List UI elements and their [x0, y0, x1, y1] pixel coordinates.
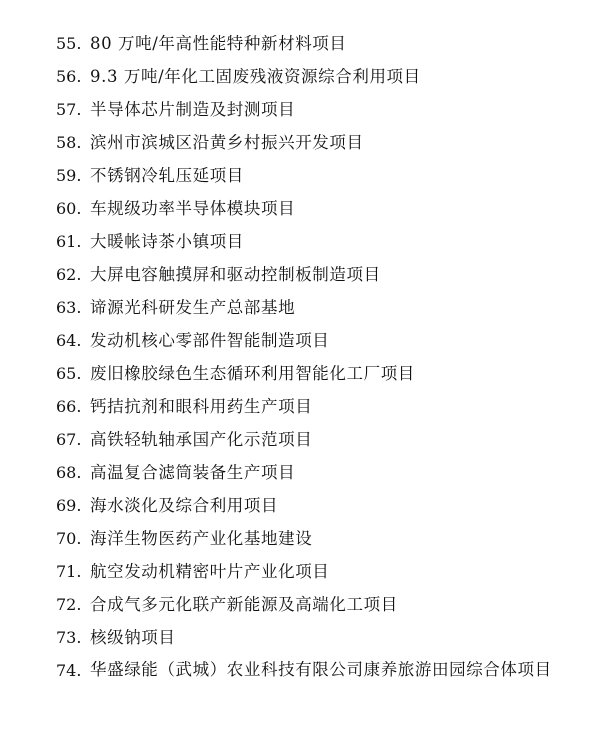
list-item — [56, 93, 596, 126]
item-text: 高温复合滤筒装备生产项目 — [90, 463, 296, 482]
item-text: 高铁轻轨轴承国产化示范项目 — [90, 430, 313, 449]
list-item — [56, 588, 596, 621]
item-number: 71. — [56, 562, 82, 581]
project-list — [56, 27, 596, 687]
item-text: 不锈钢冷轧压延项目 — [90, 166, 244, 185]
item-number: 72. — [56, 595, 82, 614]
item-number: 57. — [56, 100, 82, 119]
list-item — [56, 258, 596, 291]
item-number: 68. — [56, 463, 82, 482]
item-number: 55. — [56, 34, 82, 53]
list-item — [56, 192, 596, 225]
list-item — [56, 489, 596, 522]
item-text: 合成气多元化联产新能源及高端化工项目 — [90, 595, 398, 614]
item-text: 谛源光科研发生产总部基地 — [90, 298, 296, 317]
item-number: 61. — [56, 232, 82, 251]
item-number: 62. — [56, 265, 82, 284]
item-text: 核级钠项目 — [90, 628, 176, 647]
list-item — [56, 357, 596, 390]
item-number: 69. — [56, 496, 82, 515]
list-item — [56, 555, 596, 588]
item-text: 大暖帐诗茶小镇项目 — [90, 232, 244, 251]
list-item — [56, 456, 596, 489]
list-item — [56, 60, 596, 93]
item-number: 59. — [56, 166, 82, 185]
item-number: 66. — [56, 397, 82, 416]
item-text: 滨州市滨城区沿黄乡村振兴开发项目 — [90, 133, 364, 152]
item-text: 9.3 万吨/年化工固废残液资源综合利用项目 — [90, 67, 421, 86]
list-item — [56, 126, 596, 159]
item-number: 58. — [56, 133, 82, 152]
item-text: 航空发动机精密叶片产业化项目 — [90, 562, 330, 581]
item-text: 海洋生物医药产业化基地建设 — [90, 529, 313, 548]
list-item — [56, 654, 596, 687]
item-text: 发动机核心零部件智能制造项目 — [90, 331, 330, 350]
item-text: 废旧橡胶绿色生态循环利用智能化工厂项目 — [90, 364, 415, 383]
item-number: 65. — [56, 364, 82, 383]
list-item — [56, 291, 596, 324]
list-item — [56, 324, 596, 357]
item-number: 63. — [56, 298, 82, 317]
item-text: 车规级功率半导体模块项目 — [90, 199, 296, 218]
list-item — [56, 621, 596, 654]
item-number: 64. — [56, 331, 82, 350]
list-item — [56, 225, 596, 258]
list-item — [56, 390, 596, 423]
item-text: 海水淡化及综合利用项目 — [90, 496, 279, 515]
item-number: 74. — [56, 661, 82, 680]
list-item — [56, 159, 596, 192]
list-item — [56, 423, 596, 456]
item-text: 80 万吨/年高性能特种新材料项目 — [90, 34, 347, 53]
list-item — [56, 27, 596, 60]
item-text: 半导体芯片制造及封测项目 — [90, 100, 296, 119]
item-text: 钙拮抗剂和眼科用药生产项目 — [90, 397, 313, 416]
item-text: 华盛绿能（武城）农业科技有限公司康养旅游田园综合体项目 — [90, 660, 552, 679]
item-number: 67. — [56, 430, 82, 449]
item-text: 大屏电容触摸屏和驱动控制板制造项目 — [90, 265, 381, 284]
item-number: 56. — [56, 67, 82, 86]
item-number: 60. — [56, 199, 82, 218]
item-number: 73. — [56, 628, 82, 647]
list-item — [56, 522, 596, 555]
item-number: 70. — [56, 529, 82, 548]
